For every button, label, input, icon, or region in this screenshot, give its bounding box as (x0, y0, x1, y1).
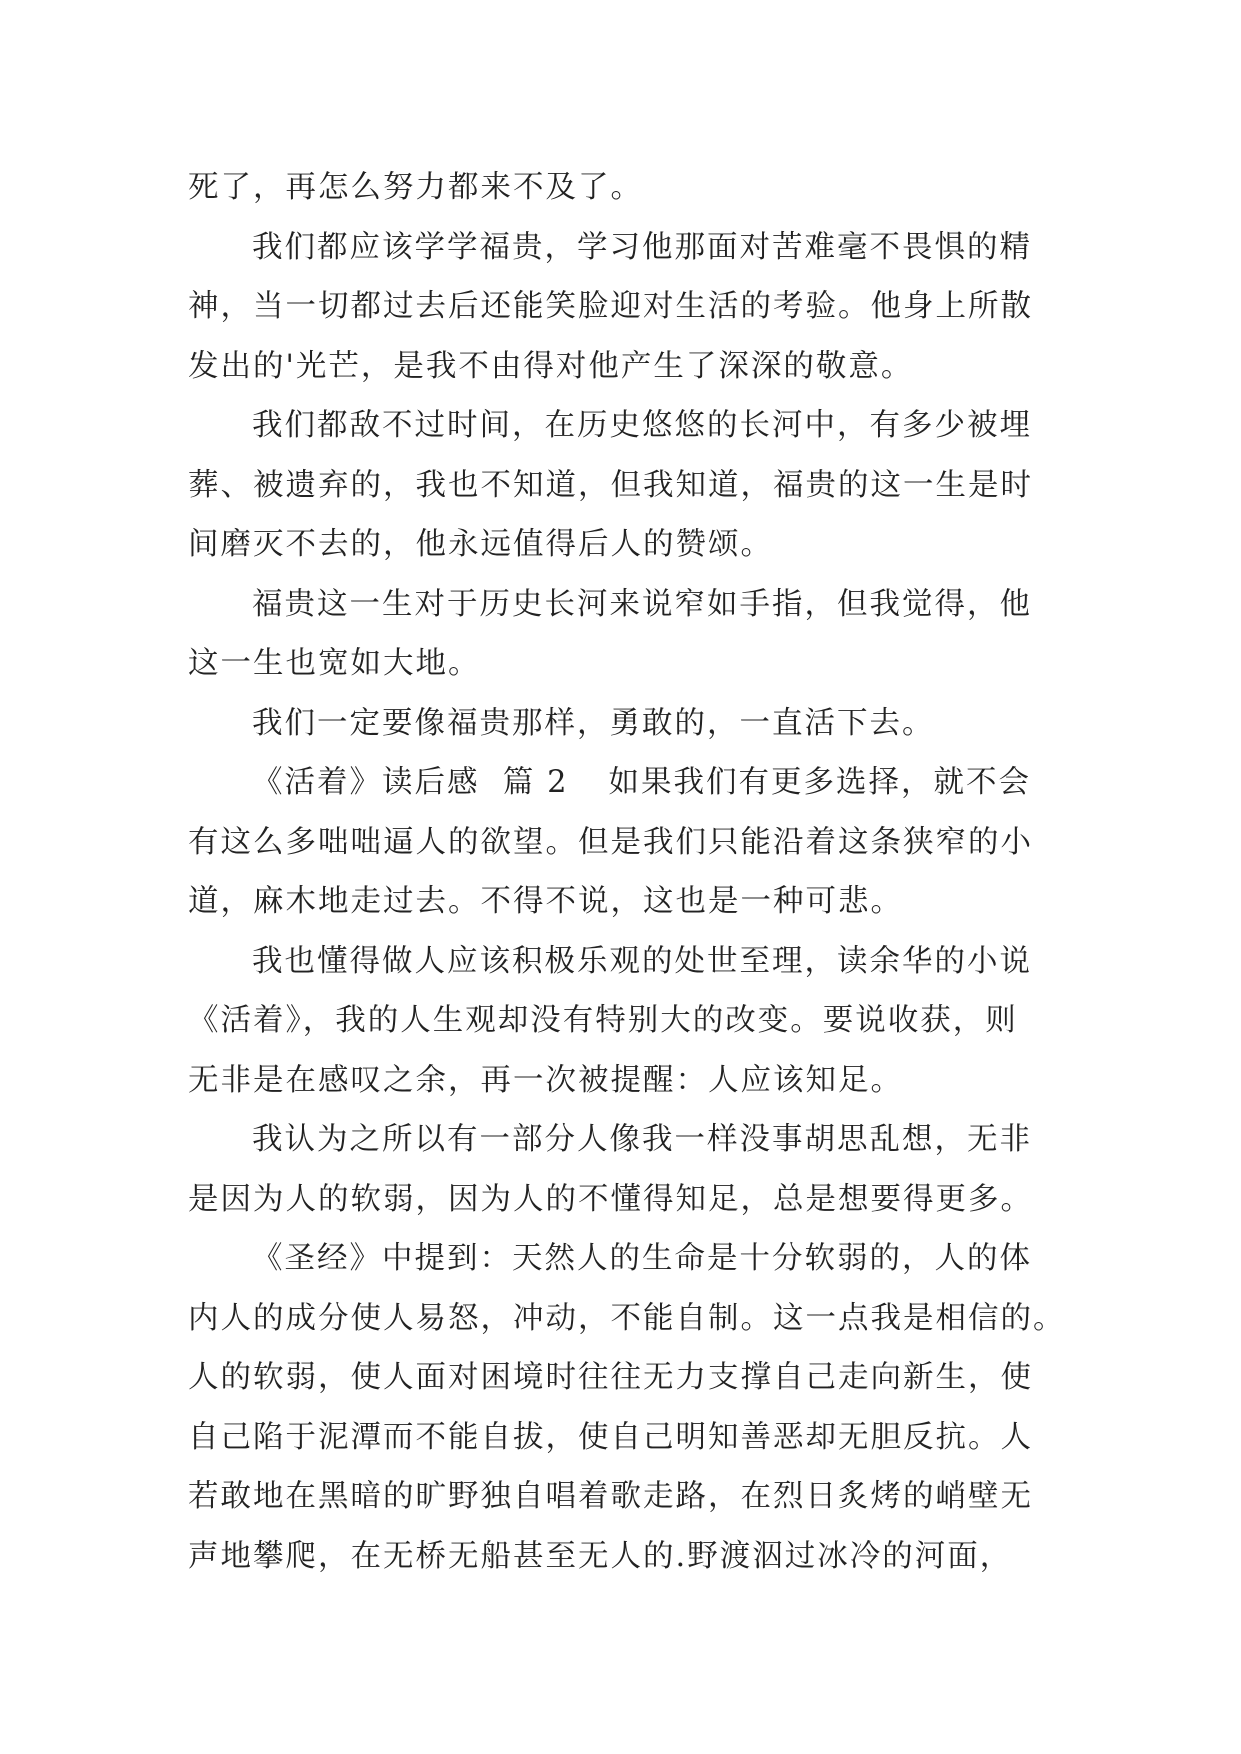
section-first-text: 如果我们有更多选择，就不会 (608, 765, 1031, 800)
text-line: 内人的成分使人易怒，冲动，不能自制。这一点我是相信的。 (188, 1300, 1066, 1336)
paragraph-start-line: 我们都敌不过时间，在历史悠悠的长河中，有多少被埋 (252, 408, 1032, 443)
text-line: 发出的'光芒，是我不由得对他产生了深深的敬意。 (188, 348, 914, 384)
text-line: 是因为人的软弱，因为人的不懂得知足，总是想要得更多。 (188, 1181, 1033, 1217)
text-line: 若敢地在黑暗的旷野独自唱着歌走路，在烈日炙烤的峭壁无 (188, 1479, 1033, 1514)
text-line: 自己陷于泥潭而不能自拔，使自己明知善恶却无胆反抗。人 (188, 1419, 1033, 1455)
text-line: 这一生也宽如大地。 (188, 646, 481, 681)
paragraph-start-line: 我们一定要像福贵那样，勇敢的，一直活下去。 (252, 705, 935, 741)
text-line: 声地攀爬，在无桥无船甚至无人的.野渡泅过冰冷的河面， (188, 1538, 1013, 1574)
paragraph-start-line: 我们都应该学学福贵，学习他那面对苦难毫不畏惧的精 (252, 229, 1032, 265)
document-body (188, 158, 1066, 1586)
paragraph-start-line: 《圣经》中提到：天然人的生命是十分软弱的，人的体 (252, 1241, 1032, 1276)
text-line: 神，当一切都过去后还能笑脸迎对生活的考验。他身上所散 (188, 289, 1033, 324)
text-line: 无非是在感叹之余，再一次被提醒：人应该知足。 (188, 1062, 903, 1098)
text-line: 有这么多咄咄逼人的欲望。但是我们只能沿着这条狭窄的小 (188, 824, 1033, 860)
paragraph-start-line: 我也懂得做人应该积极乐观的处世至理，读余华的小说 (252, 943, 1032, 979)
text-line: 《活着》，我的人生观却没有特别大的改变。要说收获，则 (188, 1003, 1018, 1038)
paragraph-start-line: 福贵这一生对于历史长河来说窄如手指，但我觉得，他 (252, 586, 1032, 622)
text-line: 道，麻木地走过去。不得不说，这也是一种可悲。 (188, 884, 903, 919)
text-line: 死了，再怎么努力都来不及了。 (188, 170, 643, 205)
section-heading-line (188, 753, 1058, 813)
text-line: 人的软弱，使人面对困境时往往无力支撑自己走向新生，使 (188, 1360, 1033, 1395)
text-line: 葬、被遗弃的，我也不知道，但我知道，福贵的这一生是时 (188, 467, 1033, 503)
paragraph-start-line: 我认为之所以有一部分人像我一样没事胡思乱想，无非 (252, 1122, 1032, 1157)
section-heading: 《活着》读后感 篇 2 (252, 765, 569, 800)
text-line: 间磨灭不去的，他永远值得后人的赞颂。 (188, 527, 773, 562)
